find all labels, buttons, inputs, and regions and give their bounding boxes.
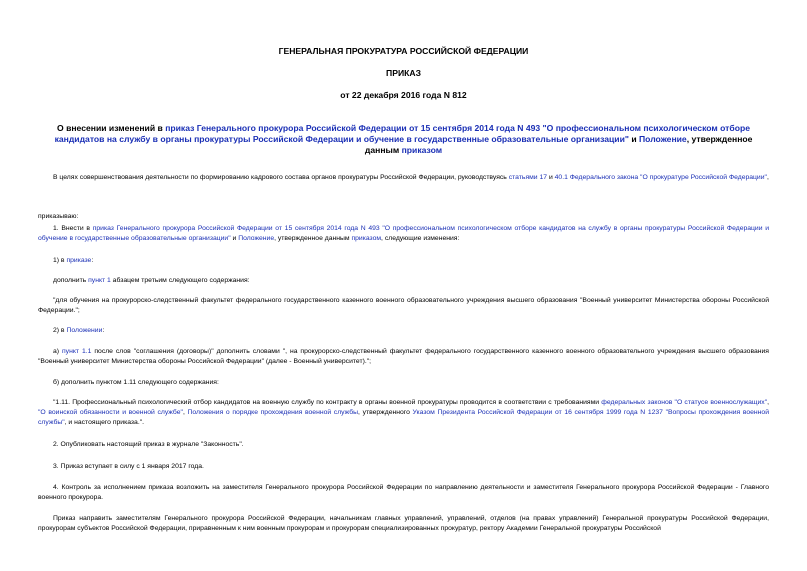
- paragraph-item-a: [38, 347, 769, 367]
- link-decree-1237[interactable]: Указом Президента Российской Федерации от 16 сентября 1999 года N 1237 "Вопросы прохождения военной службы": [38, 409, 769, 426]
- link-point-1[interactable]: пункт 1: [88, 277, 111, 284]
- paragraph-distribution: [38, 514, 769, 534]
- link-article-40-1[interactable]: 40.1 Федерального закона "О прокуратуре Российской Федерации": [554, 174, 767, 181]
- title-link-order[interactable]: приказ Генерального прокурора Российской Федерации от 15 сентября 2014 года N 493 "О профессиональном психологическом отборе кандидатов на службу в органы прокуратуры Российской Федерации и обучение в государственные образовательные организации": [54, 123, 750, 144]
- link-order[interactable]: приказом: [351, 235, 382, 242]
- doc-type-heading: ПРИКАЗ: [386, 68, 421, 78]
- date-heading: от 22 декабря 2016 года N 812: [340, 90, 467, 100]
- text: 2) в: [53, 327, 67, 334]
- text: :: [91, 257, 94, 264]
- org-heading: ГЕНЕРАЛЬНАЯ ПРОКУРАТУРА РОССИЙСКОЙ ФЕДЕРАЦИИ: [278, 46, 529, 56]
- text: 3. Приказ вступает в силу с 1 января 2017 года.: [53, 463, 204, 470]
- text: после слов "соглашения (договоры)" дополнить словами ", на прокурорско-следственный факультет федерального государственного казенного военного образовательного учреждения высшего образования "Военный университет Министерства обороны Российской Федерации" (далее - Военный университет).";: [38, 348, 769, 365]
- paragraph-preamble: [38, 173, 769, 183]
- paragraph-order-word: [38, 212, 769, 222]
- text: Приказ направить заместителям Генерального прокурора Российской Федерации, начальникам главных управлений, управлений, отделов (на правах управлений) Генеральной прокуратуры Российской Федерации, прокурорам субъектов Российской Федерации, приравненным к ним военным прокурорам и прокурорам специализированных прокуратур, ректору Академии Генеральной прокуратуры Российской: [38, 515, 769, 532]
- paragraph-item-2: [38, 326, 769, 336]
- link-point-1-1[interactable]: пункт 1.1: [62, 348, 92, 355]
- title-text: и: [628, 134, 639, 144]
- text: , утвержденного: [358, 409, 413, 416]
- title-link-regulation[interactable]: Положение: [639, 134, 687, 144]
- link-article-17[interactable]: статьями 17: [508, 174, 548, 181]
- link-order-in[interactable]: приказе: [66, 257, 92, 264]
- link-regulation-in[interactable]: Положении: [66, 327, 103, 334]
- paragraph-quote-1: [38, 296, 769, 316]
- paragraph-item-1: [38, 224, 769, 244]
- text: и: [547, 174, 555, 181]
- document-title: [40, 123, 767, 156]
- text: ,: [766, 174, 769, 181]
- text: , следующие изменения:: [381, 235, 460, 242]
- text: , утвержденное данным: [274, 235, 352, 242]
- text: В целях совершенствования деятельности по формированию кадрового состава органов прокуратуры Российской Федерации, руководствуясь: [53, 174, 509, 181]
- text: :: [102, 327, 105, 334]
- text: и: [230, 235, 239, 242]
- text: , и настоящего приказа.".: [64, 419, 145, 426]
- link-regulation-service[interactable]: Положения о порядке прохождения военной службы: [187, 409, 359, 416]
- text: 1) в: [53, 257, 67, 264]
- text: 2. Опубликовать настоящий приказ в журнале "Законность".: [53, 441, 244, 448]
- title-link-order-short[interactable]: приказом: [401, 145, 443, 155]
- paragraph-item-3: [38, 462, 769, 472]
- paragraph-quote-2: [38, 398, 769, 428]
- paragraph-supplement: [38, 276, 769, 286]
- paragraph-item-1-1: [38, 256, 769, 266]
- paragraph-item-4: [38, 483, 769, 503]
- text: "1.11. Профессиональный психологический отбор кандидатов на военную службу по контракту в органы военной прокуратуры проводится в соответствии с требованиями: [53, 399, 602, 406]
- link-order-493[interactable]: приказ Генерального прокурора Российской Федерации от 15 сентября 2014 года N 493 "О профессиональном психологическом отборе кандидатов на службу в органы прокуратуры Российской Федерации и обучение в государственные образовательные организации": [38, 225, 769, 242]
- text: "для обучения на прокурорско-следственный факультет федерального государственного казенного военного образовательного учреждения высшего образования "Военный университет Министерства обороны Российской Федерации.";: [38, 297, 769, 314]
- paragraph-item-2-publish: [38, 440, 769, 450]
- text: а): [53, 348, 62, 355]
- title-text: , утвержденное данным: [364, 134, 753, 155]
- text: ,: [182, 409, 188, 416]
- link-law-status-military[interactable]: федеральных законов "О статусе военнослужащих": [601, 399, 768, 406]
- text: абзацем третьим следующего содержания:: [110, 277, 250, 284]
- paragraph-item-b: [38, 378, 769, 388]
- text: б) дополнить пунктом 1.11 следующего содержания:: [53, 379, 219, 386]
- link-law-military-duty[interactable]: "О воинской обязанности и военной службе": [38, 409, 183, 416]
- link-regulation[interactable]: Положение: [238, 235, 275, 242]
- text: 1. Внести в: [53, 225, 93, 232]
- text: 4. Контроль за исполнением приказа возложить на заместителя Генерального прокурора Российской Федерации по направлению деятельности и заместителя Генерального прокурора Российской Федерации - Главного военного прокурора.: [38, 484, 769, 501]
- text: дополнить: [53, 277, 89, 284]
- text: приказываю:: [38, 213, 79, 220]
- text: ,: [767, 399, 770, 406]
- title-text: О внесении изменений в: [57, 123, 166, 133]
